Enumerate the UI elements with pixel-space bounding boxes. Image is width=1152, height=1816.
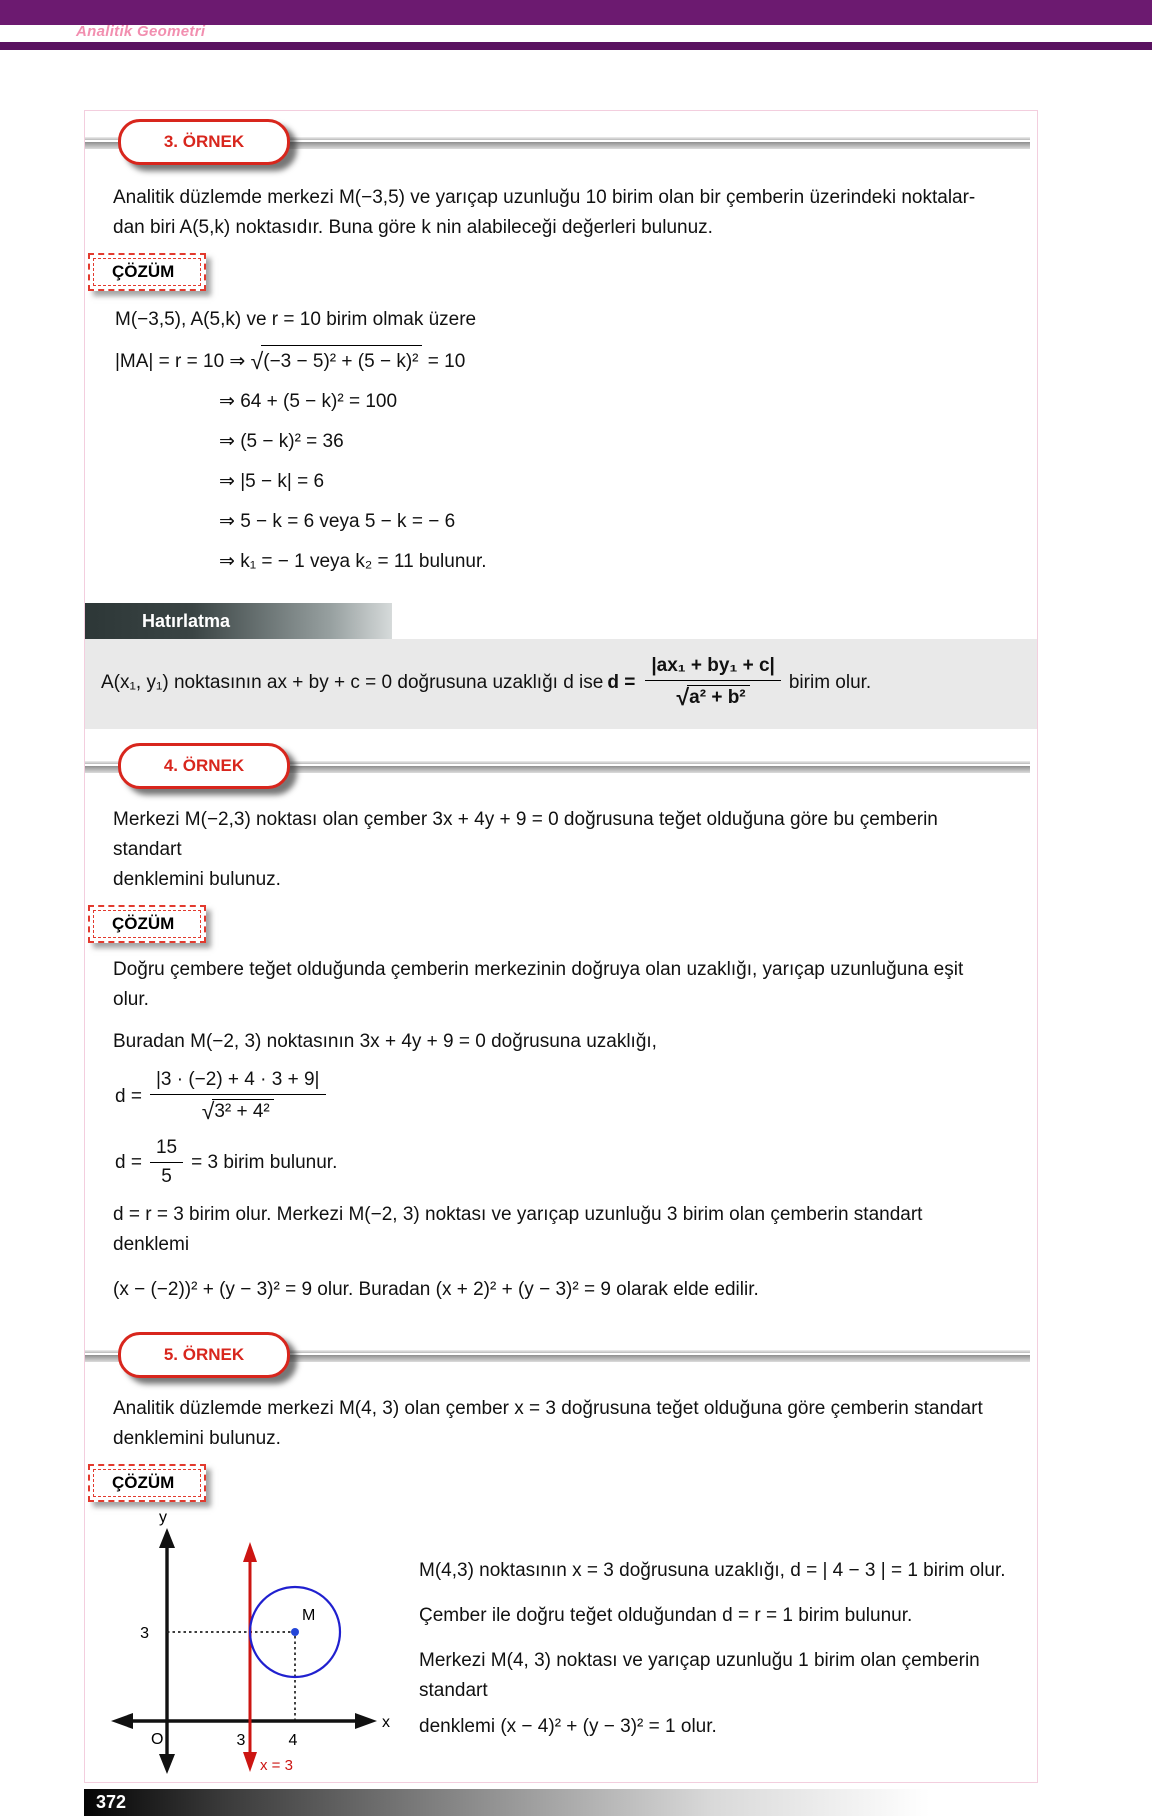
y-tick-3: 3 [140, 1625, 149, 1642]
example4-para1: Doğru çembere teğet olduğunda çemberin merkezinin doğruya olan uzaklığı, yarıçap uzunluğuna eşit olur. [113, 959, 964, 1010]
header-purple-bar-thin [0, 42, 1152, 50]
example4-badge [118, 743, 290, 789]
x-axis-right-arrow-icon [355, 1713, 377, 1729]
example4-result-fraction: d = $\frac{15}{5}$ = 3 birim bulunur. [115, 1137, 338, 1187]
reminder-title: Hatırlatma [85, 603, 392, 639]
example3-problem: Analitik düzlemde merkezi M(−3,5) ve yarıçap uzunluğu 10 birim olan bir çemberin üzerindeki noktalar- dan biri A(5,k) noktasıdır. Buna göre k nin alabileceği değerleri bulunuz. [113, 187, 976, 238]
y-axis-up-arrow-icon [159, 1528, 175, 1548]
example4-header [85, 741, 1037, 793]
example5-solution-text [419, 1556, 1007, 1776]
example5-problem: Analitik düzlemde merkezi M(4, 3) olan çember x = 3 doğrusuna teğet olduğuna göre çemberin standart denklemini bulunuz. [113, 1398, 983, 1449]
page-header [0, 0, 1152, 50]
example3-step: ⇒ (5 − k)² = 36 [219, 431, 344, 452]
example4-badge-label: 4. ÖRNEK [163, 756, 245, 775]
coordinate-diagram [99, 1508, 409, 1776]
distance-formula-fraction: $\frac{\text{|ax₁ + by₁ + c|}}{\text{√a² + b²}}$ [645, 655, 781, 711]
x-tick-3: 3 [236, 1732, 246, 1749]
chapter-title: Analitik Geometri [76, 23, 206, 40]
example3-cozum-badge: ÇÖZÜM [88, 253, 206, 291]
example3-step: ⇒ 5 − k = 6 veya 5 − k = − 6 [219, 511, 456, 532]
example5-solution-row [85, 1508, 1037, 1776]
center-label: M [302, 1607, 316, 1624]
origin-label: O [151, 1731, 164, 1748]
example3-header [85, 111, 1037, 171]
example5-sol4: denklemi (x − 4)² + (y − 3)² = 1 olur. [419, 1716, 717, 1737]
example4-cozum-badge: ÇÖZÜM [88, 905, 206, 943]
example4-para3: d = r = 3 birim olur. Merkezi M(−2, 3) noktası ve yarıçap uzunluğu 3 birim olan çemberin standart denklemi [113, 1204, 923, 1255]
example4-para2: Buradan M(−2, 3) noktasının 3x + 4y + 9 = 0 doğrusuna uzaklığı, [113, 1031, 657, 1052]
x-tick-4: 4 [288, 1732, 298, 1749]
y-axis-label: y [159, 1509, 167, 1526]
example4-problem: Merkezi M(−2,3) noktası olan çember 3x + 4y + 9 = 0 doğrusuna teğet olduğuna göre bu çemberin standart denklemini bulunuz. [113, 809, 938, 890]
example3-badge-label: 3. ÖRNEK [163, 132, 245, 151]
reminder-body: A(x₁, y₁) noktasının ax + by + c = 0 doğrusuna uzaklığı d ise d = $\frac{\text{|ax₁ + by₁ + c|}}{\text{√a² + b²}}$ birim olur. [85, 639, 1037, 729]
example3-badge [118, 119, 290, 165]
page-number: 372 [96, 1792, 127, 1812]
example5-header [85, 1330, 1037, 1382]
tangent-line-up-arrow-icon [243, 1542, 257, 1562]
x-axis-label: x [382, 1714, 390, 1731]
radical-sign: √ [201, 1098, 215, 1124]
header-purple-bar [0, 0, 1152, 25]
example4-para4: (x − (−2))² + (y − 3)² = 9 olur. Buradan (x + 2)² + (y − 3)² = 9 olarak elde edilir. [113, 1279, 759, 1300]
example5-sol2: Çember ile doğru teğet olduğundan d = r = 1 birim bulunur. [419, 1605, 913, 1626]
example5-badge-label: 5. ÖRNEK [163, 1345, 245, 1364]
tangent-line-label: x = 3 [260, 1757, 293, 1774]
circle-center-point [291, 1628, 299, 1636]
y-axis-down-arrow-icon [159, 1754, 175, 1774]
example3-line2: |MA| = r = 10 ⇒ √(−3 − 5)² + (5 − k)² = 10 [115, 345, 1003, 377]
reminder-box [85, 603, 1037, 729]
x-axis-left-arrow-icon [111, 1713, 133, 1729]
radical-sign: √ [676, 684, 690, 710]
example3-step: ⇒ 64 + (5 − k)² = 100 [219, 391, 398, 412]
example5-sol3: Merkezi M(4, 3) noktası ve yarıçap uzunluğu 1 birim olan çemberin standart [419, 1650, 980, 1701]
radical-sign: √ [250, 348, 264, 374]
page-number-bar [84, 1789, 956, 1816]
example3-step: ⇒ |5 − k| = 6 [219, 471, 325, 492]
example5-badge [118, 1332, 290, 1378]
distance-symbol: d = [607, 672, 636, 693]
example3-step: ⇒ k₁ = − 1 veya k₂ = 11 bulunur. [219, 551, 487, 572]
header-title-strip [0, 25, 1152, 42]
example5-cozum-badge: ÇÖZÜM [88, 1464, 206, 1502]
radical-expression: √(−3 − 5)² + (5 − k)² [251, 345, 423, 377]
example4-distance-fraction: d = $\frac{|3 \cdot (-2) + 4 \cdot 3 + 9|}{\text{√3² + 4²}}$ [115, 1069, 1003, 1125]
page-content-box [84, 110, 1038, 1783]
example3-line1: M(−3,5), A(5,k) ve r = 10 birim olmak üzere [115, 309, 477, 330]
tangent-line-down-arrow-icon [243, 1752, 257, 1772]
example5-sol1: M(4,3) noktasının x = 3 doğrusuna uzaklığı, d = | 4 − 3 | = 1 birim olur. [419, 1560, 1006, 1581]
